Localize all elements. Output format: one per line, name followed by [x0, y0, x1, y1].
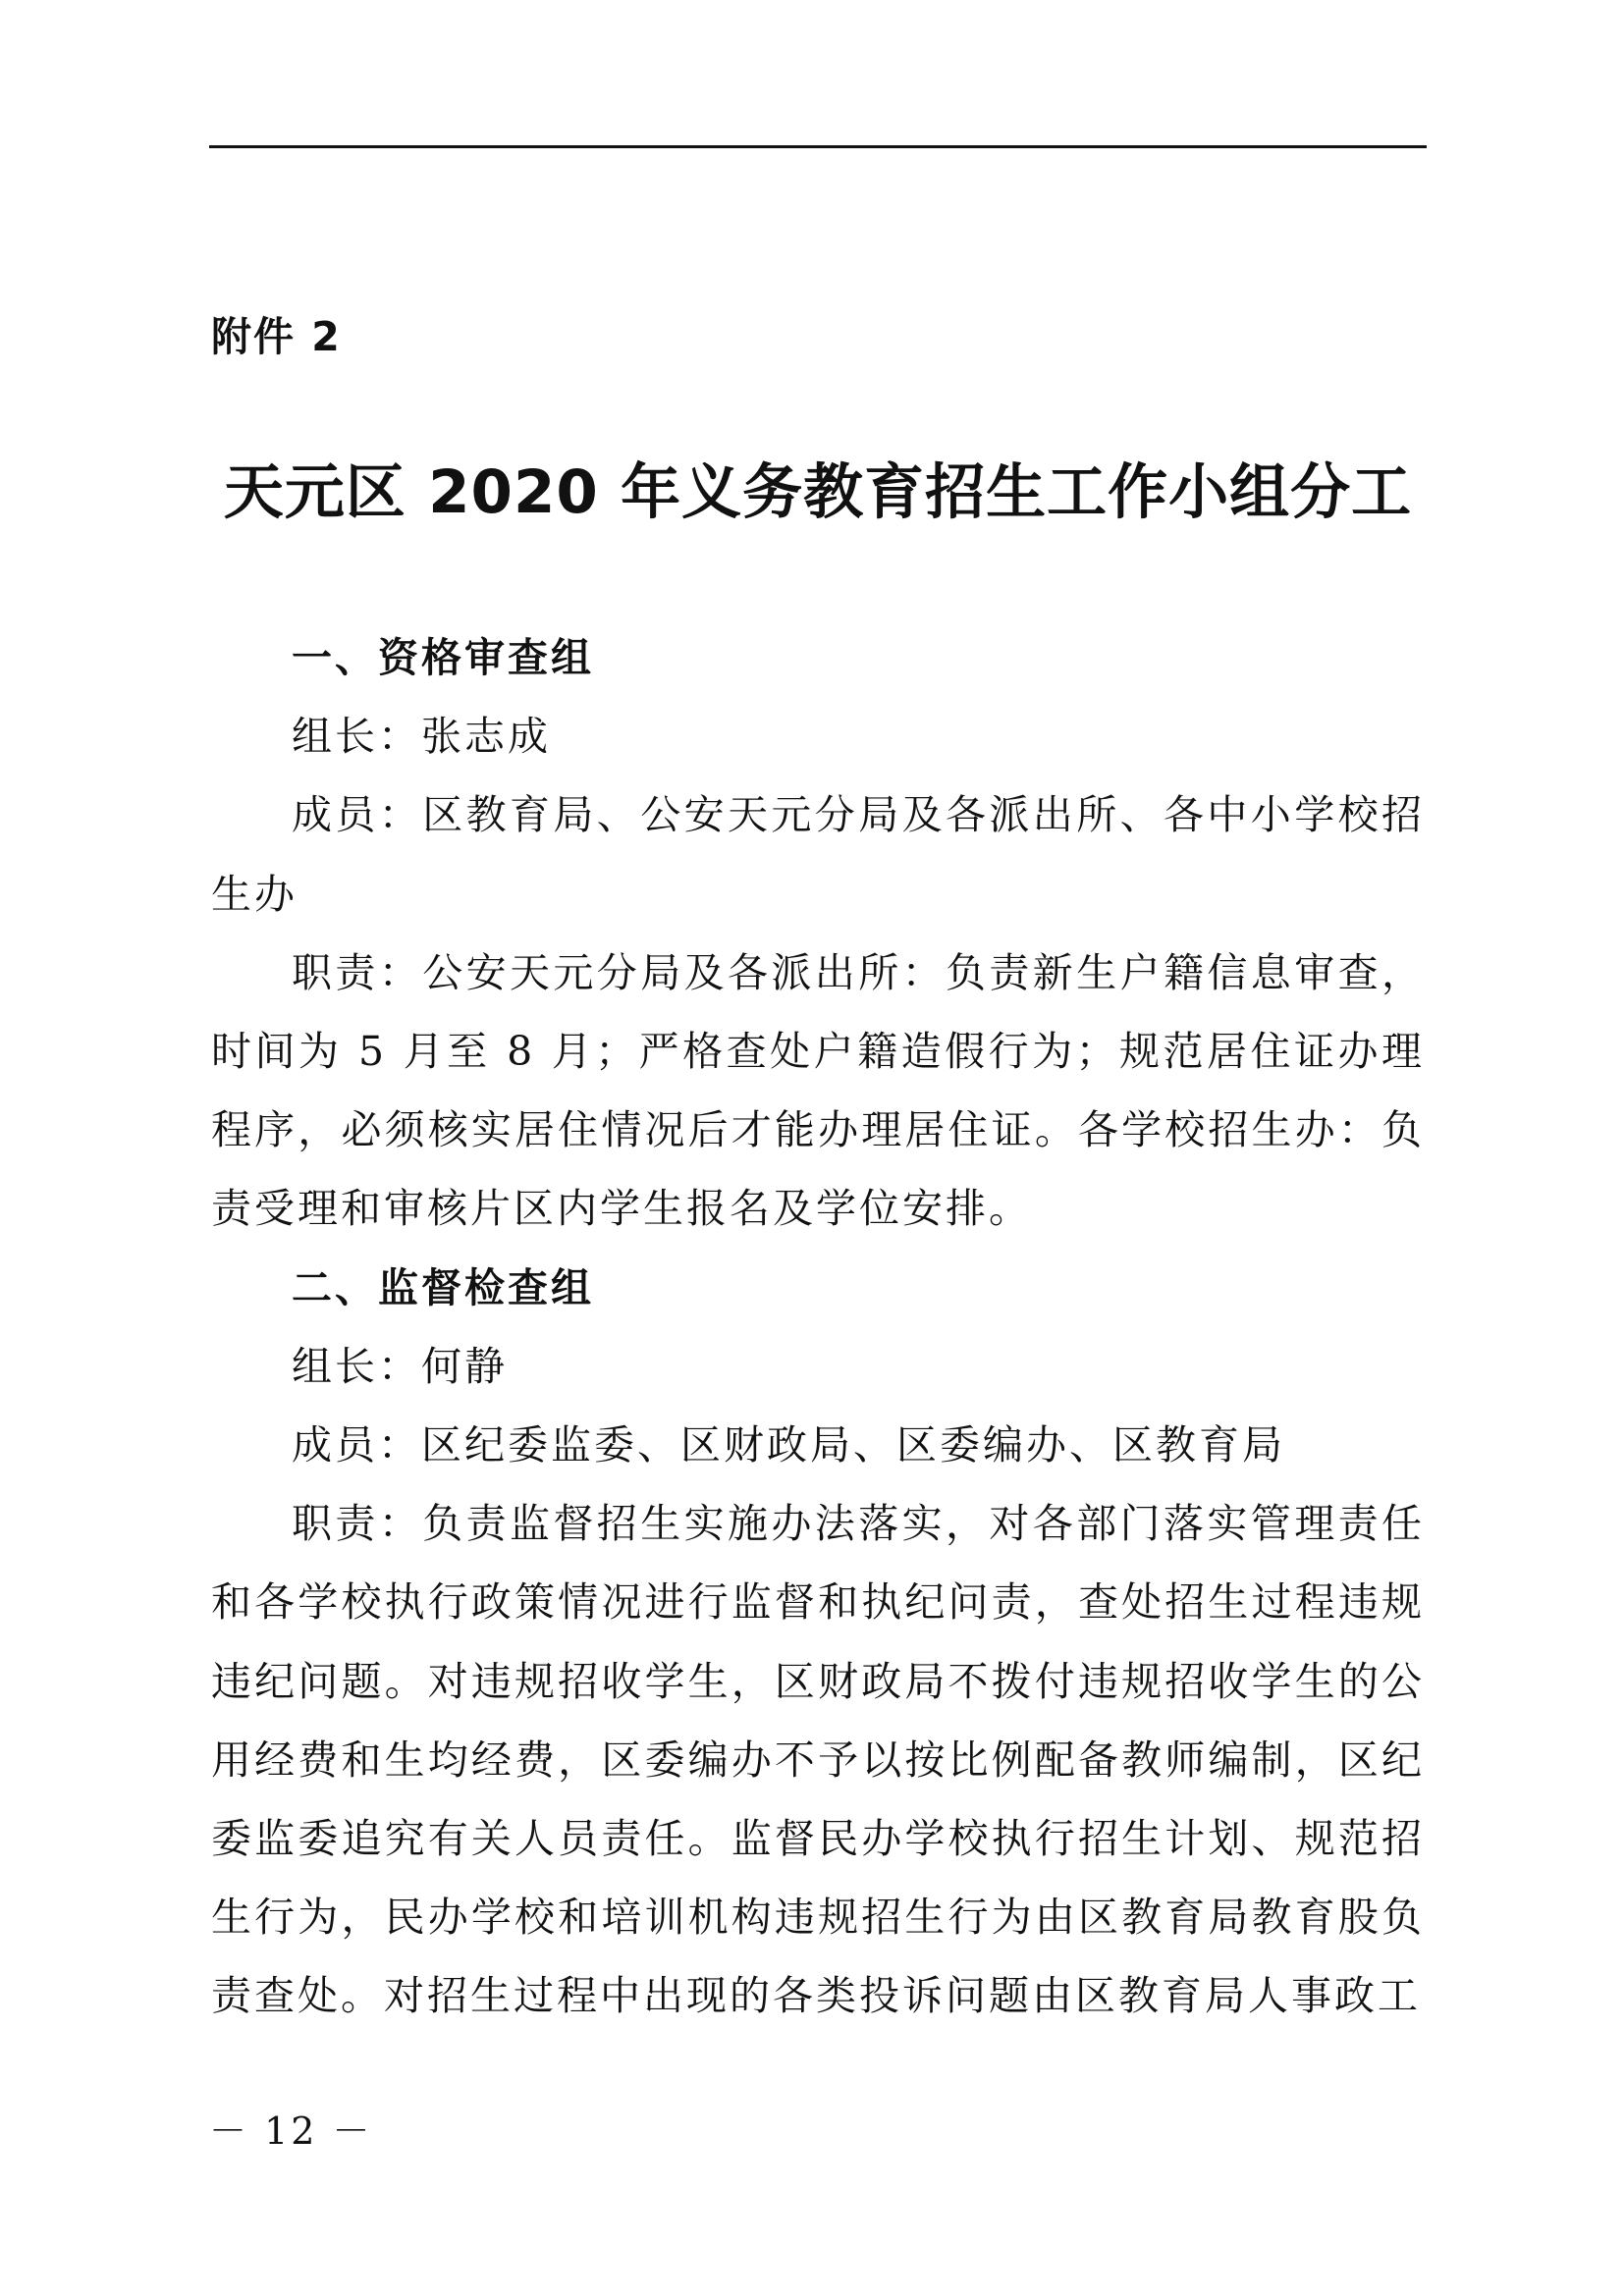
section-heading-supervision: 二、监督检查组: [292, 1263, 594, 1311]
section-leader-supervision: 组长：何静: [292, 1342, 508, 1390]
section-duties-supervision: 职责：负责监督招生实施办法落实，对各部门落实管理责任和各学校执行政策情况进行监督和执纪问责，查处招生过程违规违纪问题。对违规招收学生，区财政局不拨付违规招收学生的公用经费和生均经费，区委编办不予以按比例配备教师编制，区纪委监委追究有关人员责任。监督民办学校执行招生计划、规范招生行为，民办学校和培训机构违规招生行为由区教育局教育股负责查处。对招生过程中出现的各类投诉问题由区教育局人事政工: [211, 1500, 1425, 2020]
section-duties-qualification: 职责：公安天元分局及各派出所：负责新生户籍信息审查，时间为 5 月至 8 月；严格查处户籍造假行为；规范居住证办理程序，必须核实居住情况后才能办理居住证。各学校招生办：负责受理和审核片区内学生报名及学位安排。: [211, 948, 1425, 1233]
section-heading-qualification: 一、资格审查组: [292, 634, 594, 681]
page-number: － 12 －: [209, 2109, 373, 2153]
section-members-supervision: 成员：区纪委监委、区财政局、区委编办、区教育局: [292, 1421, 1285, 1469]
header-rule: [209, 145, 1427, 148]
section-members-qualification: 成员：区教育局、公安天元分局及各派出所、各中小学校招生办: [211, 791, 1425, 918]
document-title: 天元区 2020 年义务教育招生工作小组分工: [223, 457, 1413, 527]
document-body: [211, 618, 1425, 2036]
section-leader-qualification: 组长：张志成: [292, 713, 551, 761]
attachment-label: 附件 2: [211, 313, 342, 360]
